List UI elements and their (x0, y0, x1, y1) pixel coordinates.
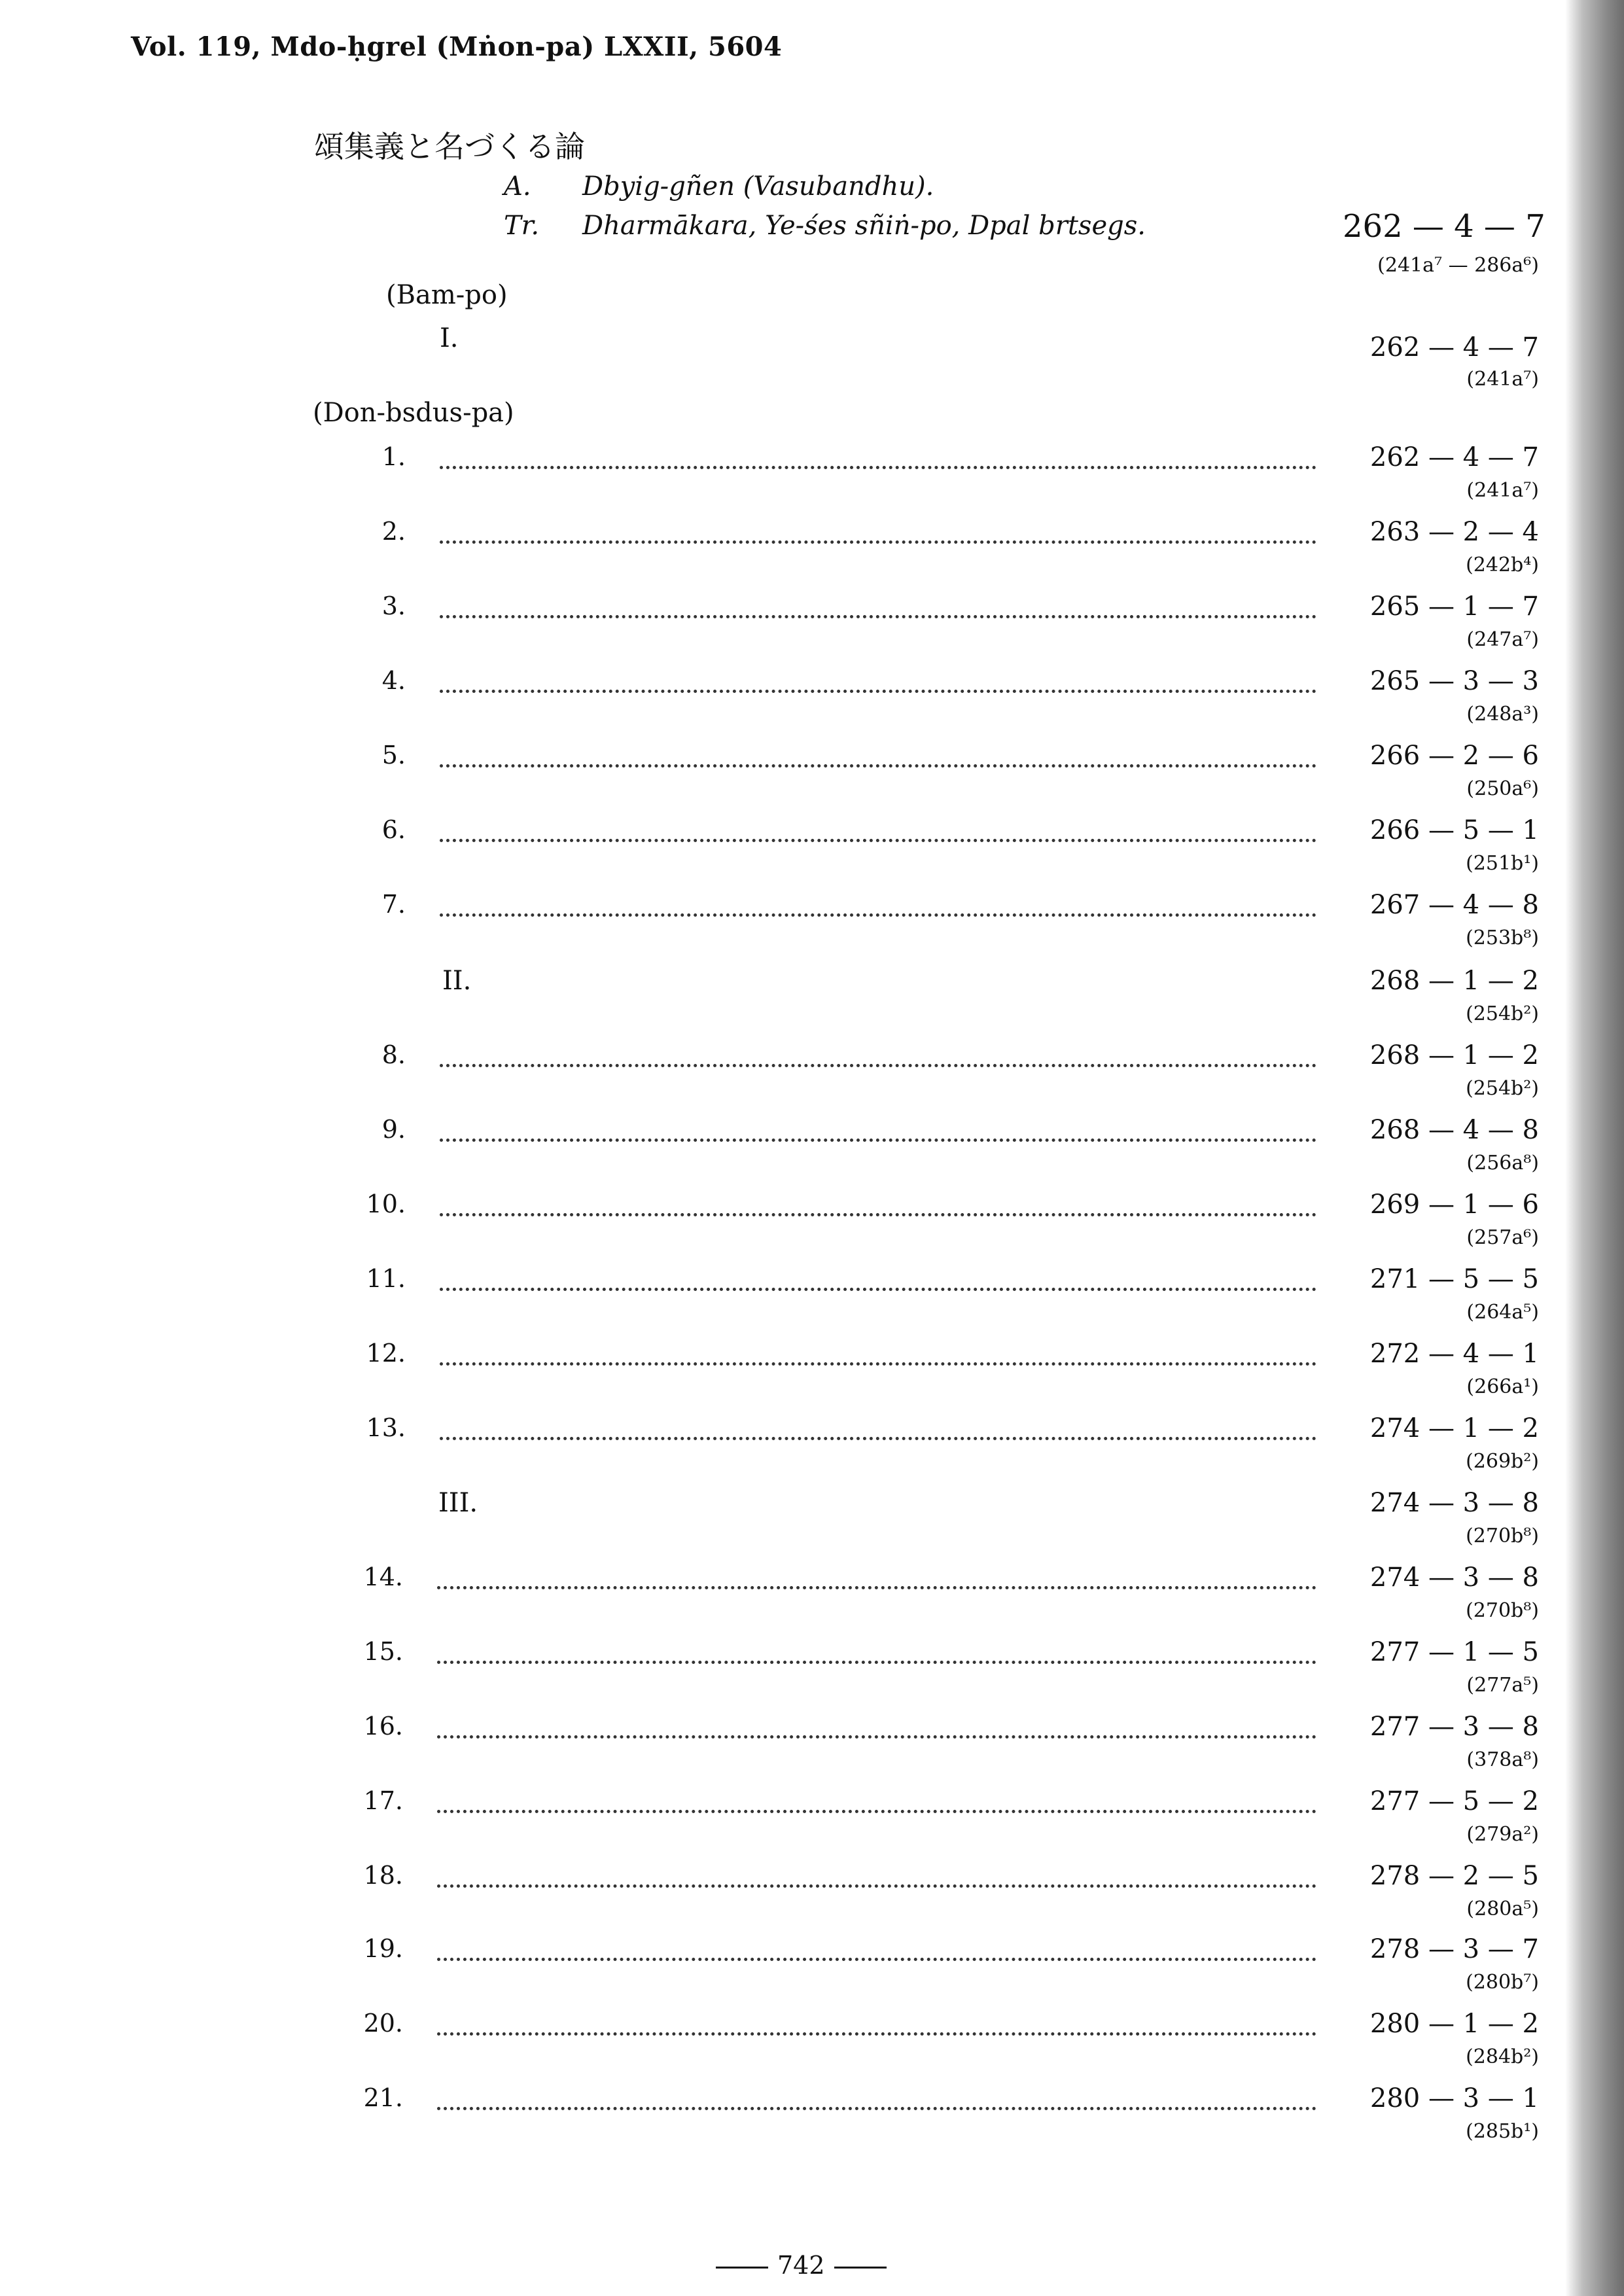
list-item-ref: 274 — 3 — 8 (1369, 1563, 1539, 1593)
dot-leader (437, 1586, 1316, 1589)
dot-leader (440, 1064, 1316, 1067)
list-item-ref: 271 — 5 — 5 (1369, 1264, 1539, 1294)
list-item-number: 7. (381, 890, 406, 919)
list-item-ref: 266 — 5 — 1 (1369, 815, 1539, 845)
list-item-sub-ref: (277a⁵) (1466, 1674, 1539, 1697)
list-item-number: 17. (363, 1786, 403, 1815)
list-item-ref: 263 — 2 — 4 (1369, 517, 1539, 547)
list-item-number: 15. (363, 1637, 403, 1666)
list-item-number: 19. (363, 1934, 403, 1963)
list-item-sub-ref: (279a²) (1466, 1823, 1539, 1846)
list-item-number: 13. (366, 1413, 406, 1442)
translator-names: Dharmākara, Ye-śes sñiṅ-po, Dpal brtsegs. (582, 211, 1146, 241)
list-item-ref: 280 — 3 — 1 (1369, 2083, 1539, 2113)
list-item-number: 6. (381, 815, 406, 844)
list-item-ref: 278 — 3 — 7 (1369, 1934, 1539, 1964)
dot-leader (440, 1437, 1316, 1440)
bam-po-item-label: I. (440, 323, 459, 353)
dot-leader (440, 615, 1316, 618)
dot-leader (440, 540, 1316, 544)
list-item-number: 8. (381, 1040, 406, 1069)
list-item-ref: 277 — 1 — 5 (1369, 1637, 1539, 1667)
author-name: Dbyig-gñen (Vasubandhu). (582, 171, 934, 202)
bam-po-item-label: II. (442, 966, 472, 996)
bam-po-item-ref: 274 — 3 — 8 (1369, 1488, 1539, 1518)
list-item-number: 5. (381, 741, 406, 769)
bam-po-label: (Bam-po) (386, 280, 508, 310)
footer-rule-left (716, 2267, 768, 2269)
translator-label: Tr. (504, 211, 540, 241)
list-item-ref: 268 — 1 — 2 (1369, 1040, 1539, 1070)
dot-leader (440, 690, 1316, 693)
footer-rule-right (834, 2267, 887, 2269)
dot-leader (437, 1735, 1316, 1739)
list-item-sub-ref: (270b⁸) (1466, 1599, 1539, 1622)
bam-po-item-sub-ref: (270b⁸) (1466, 1525, 1539, 1547)
dot-leader (440, 1288, 1316, 1291)
list-item-sub-ref: (266a¹) (1466, 1375, 1539, 1398)
list-item-number: 2. (381, 517, 406, 546)
list-item-number: 11. (366, 1264, 406, 1293)
dot-leader (440, 1139, 1316, 1142)
list-item-number: 18. (363, 1861, 403, 1890)
list-item-ref: 280 — 1 — 2 (1369, 2009, 1539, 2039)
list-item-ref: 266 — 2 — 6 (1369, 741, 1539, 771)
list-item-number: 1. (381, 442, 406, 471)
list-item-number: 16. (363, 1712, 403, 1740)
list-item-sub-ref: (285b¹) (1466, 2120, 1539, 2143)
entry-title: 頌集義と名づくる論 (314, 129, 585, 164)
list-item-sub-ref: (280b⁷) (1466, 1971, 1539, 1994)
dot-leader (437, 2107, 1316, 2110)
list-item-sub-ref: (257a⁶) (1466, 1226, 1539, 1249)
entry-ref: 262 — 4 — 7 (1343, 208, 1545, 245)
list-item-sub-ref: (248a³) (1466, 703, 1539, 726)
bam-po-item-ref: 268 — 1 — 2 (1369, 966, 1539, 996)
list-item-ref: 268 — 4 — 8 (1369, 1115, 1539, 1145)
list-item-sub-ref: (250a⁶) (1466, 777, 1539, 800)
list-item-sub-ref: (264a⁵) (1466, 1301, 1539, 1324)
dot-leader (440, 1362, 1316, 1366)
list-item-ref: 277 — 5 — 2 (1369, 1786, 1539, 1816)
page-footer (707, 2251, 896, 2280)
dot-leader (440, 764, 1316, 768)
list-item-ref: 262 — 4 — 7 (1369, 442, 1539, 472)
list-item-sub-ref: (256a⁸) (1466, 1152, 1539, 1174)
list-item-ref: 269 — 1 — 6 (1369, 1190, 1539, 1220)
bam-po-item-ref: 262 — 4 — 7 (1369, 332, 1539, 362)
list-item-ref: 278 — 2 — 5 (1369, 1861, 1539, 1891)
dot-leader (437, 1661, 1316, 1664)
list-item-ref: 267 — 4 — 8 (1369, 890, 1539, 920)
list-item-sub-ref: (242b⁴) (1466, 554, 1539, 576)
list-item-ref: 265 — 3 — 3 (1369, 666, 1539, 696)
dot-leader (437, 1958, 1316, 1961)
list-item-number: 14. (363, 1563, 403, 1591)
list-item-number: 21. (363, 2083, 403, 2112)
list-item-sub-ref: (241a⁷) (1466, 479, 1539, 502)
dot-leader (440, 1213, 1316, 1216)
list-item-number: 9. (381, 1115, 406, 1144)
page-number: 742 (777, 2251, 825, 2280)
dot-leader (440, 466, 1316, 469)
list-item-sub-ref: (269b²) (1466, 1450, 1539, 1473)
list-item-sub-ref: (251b¹) (1466, 852, 1539, 875)
dot-leader (437, 1810, 1316, 1813)
dot-leader (437, 2032, 1316, 2036)
dot-leader (440, 839, 1316, 842)
list-item-sub-ref: (254b²) (1466, 1077, 1539, 1100)
bam-po-item-sub-ref: (241a⁷) (1466, 368, 1539, 391)
don-bsdus-pa-label: (Don-bsdus-pa) (313, 398, 514, 428)
list-item-sub-ref: (378a⁸) (1466, 1748, 1539, 1771)
running-head: Vol. 119, Mdo-ḥgrel (Mṅon-pa) LXXII, 5604 (131, 31, 783, 62)
list-item-sub-ref: (247a⁷) (1466, 628, 1539, 651)
list-item-ref: 272 — 4 — 1 (1369, 1339, 1539, 1369)
author-label: A. (504, 171, 531, 202)
list-item-number: 3. (381, 592, 406, 620)
bam-po-item-label: III. (438, 1488, 478, 1518)
bam-po-item-sub-ref: (254b²) (1466, 1002, 1539, 1025)
list-item-number: 20. (363, 2009, 403, 2038)
list-item-sub-ref: (284b²) (1466, 2045, 1539, 2068)
list-item-ref: 265 — 1 — 7 (1369, 592, 1539, 622)
list-item-ref: 274 — 1 — 2 (1369, 1413, 1539, 1443)
list-item-sub-ref: (253b⁸) (1466, 927, 1539, 949)
dot-leader (437, 1884, 1316, 1888)
list-item-number: 4. (381, 666, 406, 695)
list-item-number: 10. (366, 1190, 406, 1218)
entry-sub-ref: (241a⁷ — 286a⁶) (1377, 254, 1539, 277)
list-item-ref: 277 — 3 — 8 (1369, 1712, 1539, 1742)
dot-leader (440, 913, 1316, 917)
list-item-sub-ref: (280a⁵) (1466, 1898, 1539, 1920)
list-item-number: 12. (366, 1339, 406, 1368)
scan-edge-shadow (1565, 0, 1624, 2296)
